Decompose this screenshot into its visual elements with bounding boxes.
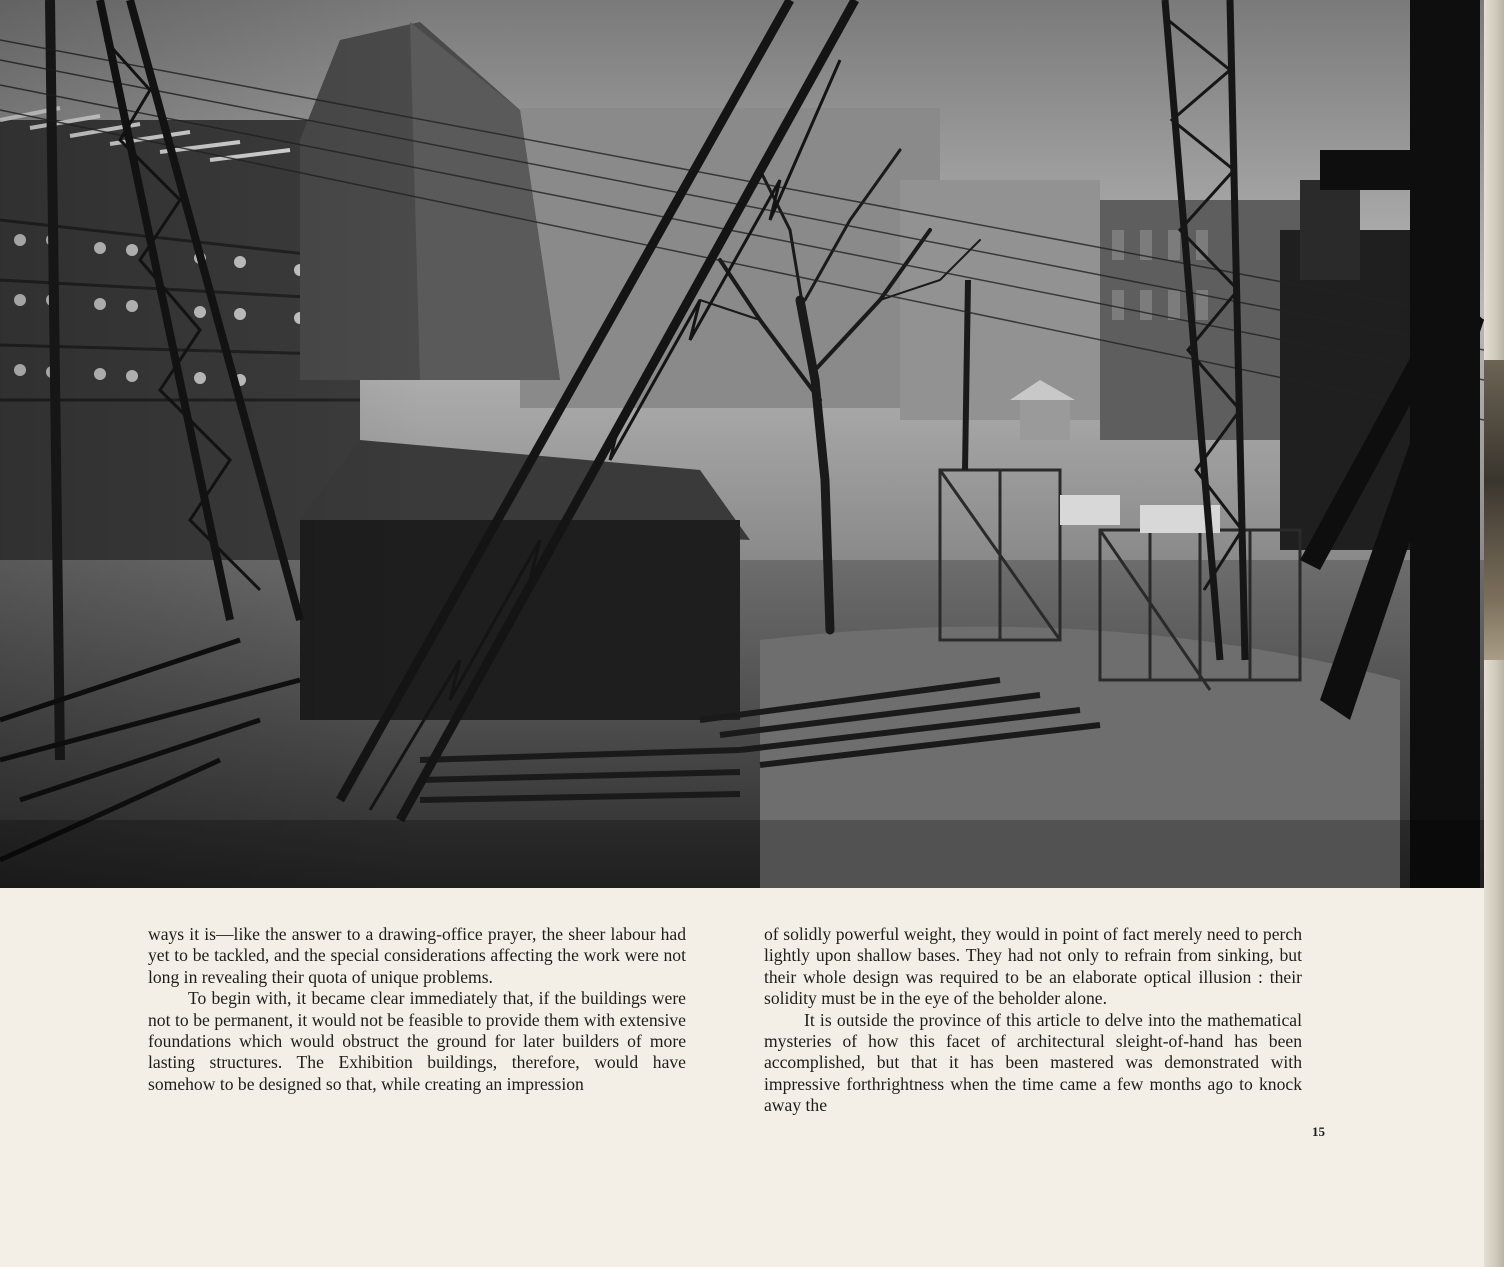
- article-column-right: [764, 924, 1302, 1117]
- paragraph: ways it is—like the answer to a drawing-office prayer, the sheer labour had yet to be tackled, and the special considerations affecting the work were not long in revealing their quota of unique problems.: [148, 924, 686, 987]
- paragraph: To begin with, it became clear immediately that, if the buildings were not to be permanent, it would not be feasible to provide them with extensive foundations which would obstruct the ground for later builders of more lasting structures. The Exhibition buildings, therefore, would have somehow to be designed so that, while creating an impression: [148, 988, 686, 1094]
- page-number: 15: [1312, 1124, 1325, 1139]
- article-column-left: [148, 924, 686, 1095]
- adjacent-page-edge: [1484, 360, 1504, 660]
- paragraph: of solidly powerful weight, they would in point of fact merely need to perch lightly upon shallow bases. They had not only to refrain from sinking, but their whole design was required to be an elaborate optical illusion : their solidity must be in the eye of the beholder alone.: [764, 924, 1302, 1009]
- page-gutter: [1484, 0, 1504, 1267]
- paragraph: It is outside the province of this article to delve into the mathematical mysteries of how this facet of architectural sleight-of-hand has been accomplished, but that it has been mastered was demonstrated with impressive forthrightness when the time came a few months ago to knock away the: [764, 1009, 1302, 1116]
